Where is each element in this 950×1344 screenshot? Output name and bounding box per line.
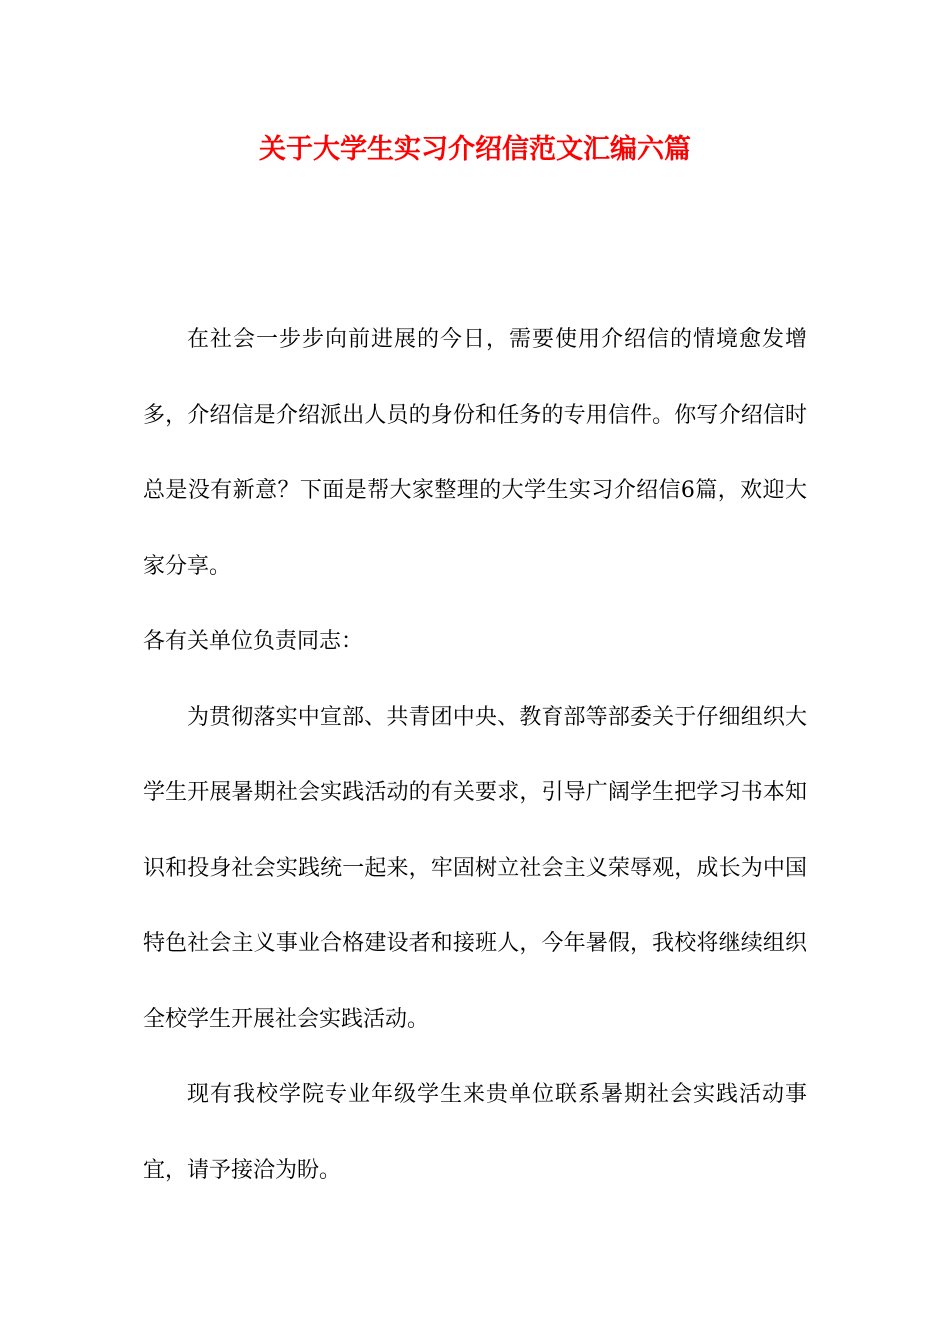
salutation: 各有关单位负责同志： — [143, 629, 364, 654]
document-title: 关于大学生实习介绍信范文汇编六篇 — [259, 134, 691, 165]
request-paragraph: 现有我校学院专业年级学生来贵单位联系暑期社会实践活动事宜，请予接洽为盼。 — [143, 1082, 807, 1183]
document-body — [143, 302, 807, 1208]
purpose-paragraph: 为贯彻落实中宣部、共青团中央、教育部等部委关于仔细组织大学生开展暑期社会实践活动的有关要求，引导广阔学生把学习书本知识和投身社会实践统一起来，牢固树立社会主义荣辱观，成长为中国特色社会主义事业合格建设者和接班人，今年暑假，我校将继续组织全校学生开展社会实践活动。 — [143, 704, 807, 1032]
intro-paragraph: 在社会一步步向前进展的今日，需要使用介绍信的情境愈发增多，介绍信是介绍派出人员的身份和任务的专用信件。你写介绍信时总是没有新意？下面是帮大家整理的大学生实习介绍信6篇，欢迎大家分享。 — [143, 327, 807, 579]
